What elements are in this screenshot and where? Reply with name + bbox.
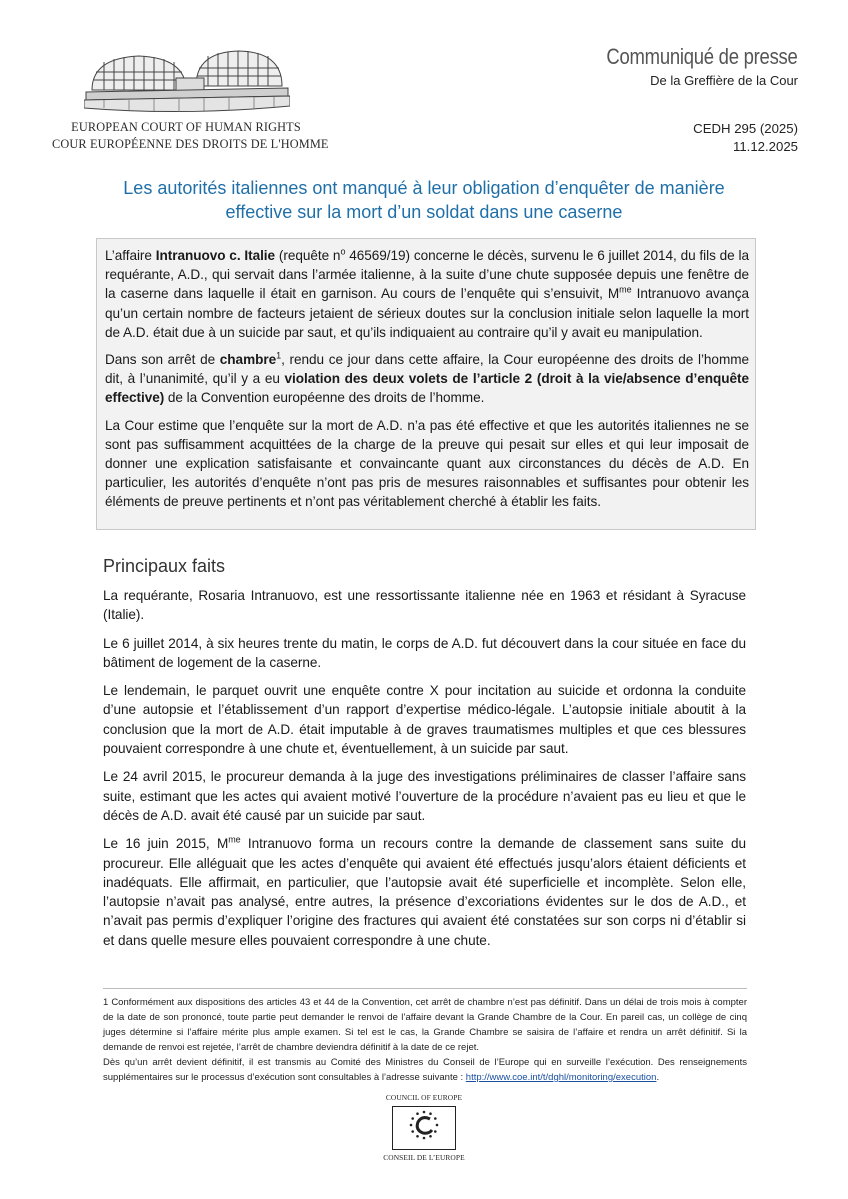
text-segment: (requête n xyxy=(275,248,341,263)
headline xyxy=(90,176,758,224)
text-segment: Intranuovo avança qu’un certain nombre de facteurs jetaient de sérieux doutes sur la conclusion initiale selon laquelle la mort de A.D. était due à un suicide par saut, et qu’ils indiquaient au contraire qu’il y avait eu manipulation. xyxy=(105,286,749,340)
summary-paragraph-3: La Cour estime que l’enquête sur la mort de A.D. n’a pas été effective et que les autorités italiennes ne se sont pas suffisamment acquittées de la charge de la preuve qui pesait sur elles et qui leur imposait de donner une explication satisfaisante et convaincante quant aux circonstances du décès de A.D. En particulier, les autorités d’enquête n’ont pas pris de mesures raisonnables et suffisantes pour obtenir les éléments de preuve pertinents et n’ont pas véritablement cherché à établir les faits. xyxy=(105,417,749,510)
press-release-date: 11.12.2025 xyxy=(732,139,798,154)
text-segment: Dans son arrêt de xyxy=(105,352,220,368)
press-release-title: Communiqué de presse xyxy=(606,44,798,69)
footnote-1: 1 Conformément aux dispositions des articles 43 et 44 de la Convention, cet arrêt de chambre n’est pas définitif. Dans un délai de trois mois à compter de la date de son prononcé, toute partie peut demander le renvoi de l’affaire devant la Grande Chambre de la Cour. En pareil cas, un collège de cinq juges détermine si l’affaire mérite plus ample examen. Si tel est le cas, la Grande Chambre se saisira de l’affaire et rendra un arrêt définitif. Si la demande de renvoi est rejetée, l’arrêt de chambre deviendra définitif à la date de ce rejet. xyxy=(103,997,747,1053)
headline-line-1: Les autorités italiennes ont manqué à leur obligation d’enquêter de manière xyxy=(123,178,725,198)
court-name-fr: COUR EUROPÉENNE DES DROITS DE L'HOMME xyxy=(52,137,329,151)
text-segment: Intranuovo forma un recours contre la demande de classement sans suite du procureur. Elle alléguait que les actes d’enquête qui avaient été effectués jusqu’alors étaient déficients et inadéquats. Elle affirmait, en particulier, que l’autopsie avait été superficielle et incomplète. Selon elle, l’autopsie n’avait pas analysé, entre autres, la présence d’excoriations évidentes sur le dos de A.D., et n’avait pas permis d’expliquer l’origine des fractures qui avaient été constatées sur son corps ni d’établir si et dans quelle mesure elles pouvaient correspondre à une chute. xyxy=(103,836,746,948)
summary-paragraph-2 xyxy=(105,350,749,408)
violation-finding: violation des deux volets de l’article 2 (droit à la vie/absence d’enquête effective) xyxy=(105,371,750,406)
text-segment: . xyxy=(656,1072,660,1083)
text-segment: L’affaire xyxy=(105,248,156,263)
facts-body xyxy=(103,586,746,959)
case-name: Intranuovo c. Italie xyxy=(155,248,276,263)
superscript: me xyxy=(619,284,632,295)
court-name-en: EUROPEAN COURT OF HUMAN RIGHTS xyxy=(71,120,301,134)
summary-box xyxy=(96,238,756,530)
council-of-europe-logo xyxy=(368,1093,480,1162)
footnote-divider xyxy=(103,988,747,989)
press-release-subtitle: De la Greffière de la Cour xyxy=(650,73,798,88)
superscript: me xyxy=(228,834,241,845)
chamber-term: chambre xyxy=(219,352,277,368)
court-building-logo xyxy=(84,50,290,116)
text-segment: Dès qu’un arrêt devient définitif, il est transmis au Comité des Ministres du Conseil de l’Europe qui en surveille l’exécution. Des renseignements supplémentaires sur le processus d’exécution sont consultables à l’adresse suivante : xyxy=(103,1057,747,1083)
council-name-en: COUNCIL OF EUROPE xyxy=(385,1093,463,1102)
court-logo-block xyxy=(52,50,329,152)
council-emblem-icon xyxy=(392,1106,456,1150)
section-title-facts: Principaux faits xyxy=(103,556,226,576)
text-segment: de la Convention européenne des droits de l’homme. xyxy=(164,390,485,406)
text-segment: , rendu ce jour dans cette affaire, la Cour européenne des droits de l’homme dit, à l’unanimité, qu’il y a eu xyxy=(105,352,750,387)
text-segment: 46569/19) concerne le décès, survenu le 6 juillet 2014, du fils de la requérante, A.D., qui servait dans l’armée italienne, à la suite d’une chute supposée depuis une fenêtre de la caserne dans laquelle il était en garnison. Au cours de l’enquête qui s’ensuivit, M xyxy=(105,248,749,302)
footnote-execution xyxy=(103,1055,747,1085)
council-name-fr: CONSEIL DE L’EUROPE xyxy=(383,1153,465,1162)
headline-line-2: effective sur la mort d’un soldat dans une caserne xyxy=(225,202,623,222)
facts-paragraph-2: Le 6 juillet 2014, à six heures trente du matin, le corps de A.D. fut découvert dans la cour située en face du bâtiment de logement de la caserne. xyxy=(103,635,746,670)
press-release-reference: CEDH 295 (2025) xyxy=(693,121,798,136)
summary-paragraph-1 xyxy=(105,246,749,342)
facts-paragraph-4: Le 24 avril 2015, le procureur demanda à la juge des investigations préliminaires de classer l’affaire sans suite, estimant que les actes qui avaient motivé l’ouverture de la procédure n’avaient pas eu lieu et que le décès de A.D. avait été causé par un suicide par saut. xyxy=(103,769,746,823)
facts-paragraph-5 xyxy=(103,834,746,950)
superscript: o xyxy=(340,246,346,257)
footnotes xyxy=(103,995,747,1085)
execution-link[interactable]: http://www.coe.int/t/dghl/monitoring/execution xyxy=(465,1072,657,1083)
facts-paragraph-1: La requérante, Rosaria Intranuovo, est une ressortissante italienne née en 1963 et résidant à Syracuse (Italie). xyxy=(103,588,746,623)
facts-paragraph-3: Le lendemain, le parquet ouvrit une enquête contre X pour incitation au suicide et ordonna la conduite d’une autopsie et l’établissement d’un rapport d’expertise médico-légale. L’autopsie initiale aboutit à la conclusion que la mort de A.D. était imputable à de graves traumatismes multiples et que ces blessures pouvaient correspondre à une chute et, éventuellement, à un suicide par saut. xyxy=(103,683,746,757)
footnote-reference[interactable]: 1 xyxy=(276,350,282,361)
text-segment: Le 16 juin 2015, M xyxy=(103,836,229,852)
